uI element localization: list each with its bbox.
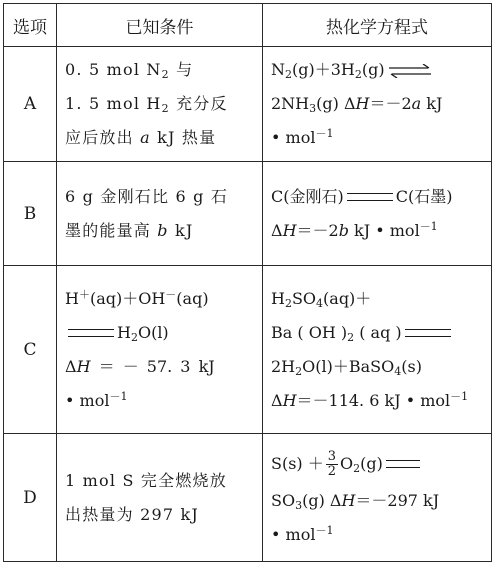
condition-line: 6 g 金刚石比 6 g 石 [65, 186, 229, 206]
equals-sign-icon [386, 460, 420, 468]
chemistry-table [3, 3, 492, 562]
reversible-arrow-icon [388, 64, 432, 78]
equation-line: C(金刚石) C(石墨) [271, 186, 453, 206]
header-row [4, 4, 492, 47]
condition-line: • mol$^{-1}$ [65, 389, 128, 410]
equation-cell [263, 266, 492, 434]
equation-line: $SO_3(g)$ ΔH＝－297 kJ [271, 490, 440, 512]
equals-sign-icon [405, 329, 451, 337]
equation-line: $2NH_3(g)$ ΔH＝－2a kJ [271, 94, 443, 115]
condition-cell [57, 162, 263, 266]
condition-line: $H_2O(l)$ [65, 316, 254, 350]
condition-cell [57, 434, 263, 562]
table-row-a [4, 47, 492, 162]
condition-line: 1. 5 mol $H_2$ 充分反 [65, 94, 228, 115]
equation-line: • mol$^{-1}$ [271, 523, 334, 544]
equation-line: ΔH＝－2b kJ • mol$^{-1}$ [271, 219, 438, 240]
equation-cell [263, 162, 492, 266]
fraction: $\frac{3}{2}$ [327, 448, 337, 479]
condition-line: 1 mol S 完全燃烧放 [65, 470, 227, 490]
table-row-b [4, 162, 492, 266]
option-label: D [4, 434, 57, 562]
table-row-c [4, 266, 492, 434]
condition-line: 0. 5 mol $N_2$ 与 [65, 60, 194, 81]
condition-cell [57, 266, 263, 434]
table-row-d [4, 434, 492, 562]
option-label: B [4, 162, 57, 266]
equation-cell [263, 434, 492, 562]
condition-line: 墨的能量高 b kJ [65, 220, 194, 240]
equation-line: Ba ( OH )$_2$ ( aq ) [271, 316, 483, 350]
option-label: C [4, 266, 57, 434]
condition-line: 应后放出 a kJ 热量 [65, 128, 217, 147]
option-label: A [4, 47, 57, 162]
condition-line: H＋(aq)＋OH－(aq) [65, 287, 209, 308]
header-equation: 热化学方程式 [263, 4, 492, 47]
condition-line: 出热量为 297 kJ [65, 504, 200, 524]
equation-line: • mol$^{-1}$ [271, 127, 334, 147]
condition-line: ΔH ＝ － 57. 3 kJ [65, 356, 215, 376]
equals-sign-icon [347, 193, 393, 201]
equation-line: $H_2SO_4(aq)+$ [271, 288, 372, 310]
equation-line: ΔH＝－114. 6 kJ • mol$^{-1}$ [271, 389, 469, 410]
condition-cell [57, 47, 263, 162]
equation-line: S(s) ＋ $\frac{3}{2}$ $O_2(g)$ [271, 444, 483, 484]
equation-line: $N_2(g)+3H_2(g)$ [271, 53, 483, 87]
header-option: 选项 [4, 4, 57, 47]
equation-line: $2H_2O(l)+BaSO_4(s)$ [271, 356, 422, 378]
header-condition: 已知条件 [57, 4, 263, 47]
equation-cell [263, 47, 492, 162]
equals-sign-icon [68, 329, 114, 337]
